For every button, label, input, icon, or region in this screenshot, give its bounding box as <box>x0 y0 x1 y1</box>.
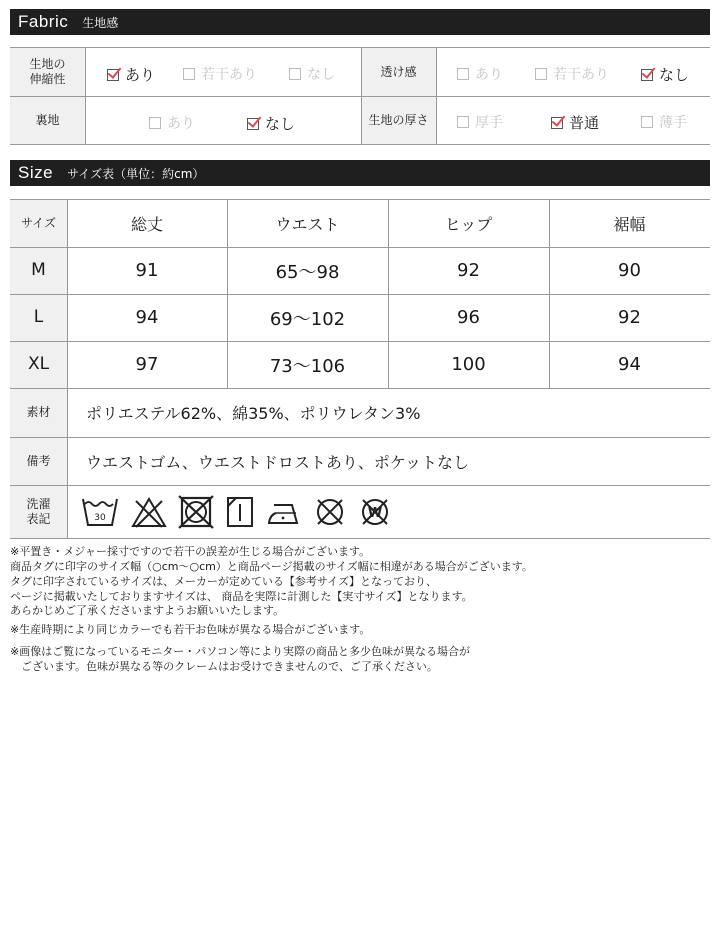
size-title: Size <box>18 163 54 182</box>
fabric-label-lining: 裏地 <box>10 96 85 144</box>
thickness-option-normal: 普通 <box>551 112 599 133</box>
checkbox-icon <box>457 116 469 128</box>
note-line: 商品タグに印字のサイズ幅（○cm～○cm）と商品ページ掲載のサイズ幅に相違がある場合がございます。 <box>10 560 533 573</box>
row-label-m: M <box>31 260 46 280</box>
row-label-l: L <box>33 307 44 327</box>
note-line: ※画像はご覧になっているモニター・パソコン等により実際の商品と多少色味が異なる場合が <box>10 645 470 658</box>
wet-clean-letter: W <box>367 506 383 521</box>
sheer-option-yes: あり <box>457 64 503 84</box>
table-cell: 92 <box>618 307 641 328</box>
fabric-subtitle: 生地感 <box>82 15 119 30</box>
fabric-title: Fabric <box>18 12 69 31</box>
size-table <box>10 199 710 539</box>
table-cell: 90 <box>618 260 641 281</box>
fabric-label-sheer: 透け感 <box>361 48 436 96</box>
no-wet-clean-icon <box>358 495 392 529</box>
table-cell: 97 <box>135 354 159 375</box>
no-tumble-dry-icon <box>178 495 214 529</box>
care-icons <box>80 490 392 534</box>
note-line: ※平置き・メジャー採寸ですので若干の誤差が生じる場合がございます。 <box>10 545 371 558</box>
checkbox-checked-icon <box>107 69 119 81</box>
table-cell: 65～98 <box>275 261 340 283</box>
table-cell: 73～106 <box>269 355 346 377</box>
checkbox-icon <box>641 116 653 128</box>
care-label: 洗濯表記 <box>26 496 51 526</box>
table-cell: 96 <box>457 307 480 328</box>
fabric-table <box>10 47 710 145</box>
size-subtitle: サイズ表（単位：約cm） <box>67 166 205 181</box>
thickness-option-thin: 薄手 <box>641 112 687 132</box>
checkbox-checked-icon <box>641 69 653 81</box>
checkbox-icon <box>535 68 547 80</box>
remarks-value: ウエストゴム、ウエストドロストあり、ポケットなし <box>86 452 470 472</box>
table-cell: 94 <box>135 307 159 328</box>
wash-30-icon <box>80 495 120 529</box>
table-cell: 100 <box>451 354 486 375</box>
fabric-label-stretch: 生地の伸縮性 <box>10 48 85 96</box>
note-line: ※生産時期により同じカラーでも若干お色味が異なる場合がございます。 <box>10 623 371 636</box>
note-line: タグに印字されているサイズは、メーカーが定めている【参考サイズ】となっており、 <box>10 575 438 588</box>
checkbox-icon <box>457 68 469 80</box>
header-hem: 裾幅 <box>613 215 646 234</box>
note-line: ございます。色味が異なる等のクレームはお受けできませんので、ご了承ください。 <box>10 660 438 673</box>
stretch-option-slight: 若干あり <box>183 64 257 84</box>
checkbox-icon <box>289 68 301 80</box>
note-line: あらかじめご了承くださいますようお願いいたします。 <box>10 604 285 617</box>
no-dry-clean-icon <box>313 495 347 529</box>
table-cell: 94 <box>618 354 641 375</box>
stretch-option-yes: あり <box>107 64 155 85</box>
table-cell: 91 <box>135 260 159 281</box>
lining-option-no: なし <box>247 113 295 134</box>
table-cell: 92 <box>457 260 480 281</box>
checkbox-checked-icon <box>551 117 563 129</box>
row-label-xl: XL <box>27 354 50 374</box>
note-line: ページに掲載いたしておりますサイズは、 商品を実際に計測した【実寸サイズ】となります。 <box>10 590 473 603</box>
fabric-label-thickness: 生地の厚さ <box>361 96 436 144</box>
checkbox-checked-icon <box>247 118 259 130</box>
table-cell: 69～102 <box>269 308 346 330</box>
header-size: サイズ <box>20 216 57 230</box>
material-label: 素材 <box>26 405 51 419</box>
remarks-label: 備考 <box>26 453 51 468</box>
header-length: 総丈 <box>130 215 163 234</box>
sheer-option-slight: 若干あり <box>535 64 609 84</box>
header-hip: ヒップ <box>444 215 493 234</box>
thickness-option-thick: 厚手 <box>457 112 503 132</box>
header-waist: ウエスト <box>275 215 340 234</box>
sheer-option-no: なし <box>641 64 689 85</box>
fabric-header-bar <box>10 9 710 35</box>
material-value: ポリエステル62%、綿35%、ポリウレタン3% <box>86 404 421 423</box>
wash-temp-text: 30 <box>94 513 106 523</box>
checkbox-icon <box>149 117 161 129</box>
drip-dry-shade-icon <box>225 495 255 529</box>
checkbox-icon <box>183 68 195 80</box>
size-header-bar <box>10 160 710 186</box>
stretch-option-no: なし <box>289 64 335 84</box>
lining-option-yes: あり <box>149 113 195 133</box>
no-bleach-icon <box>131 495 167 529</box>
iron-low-icon <box>266 495 302 529</box>
